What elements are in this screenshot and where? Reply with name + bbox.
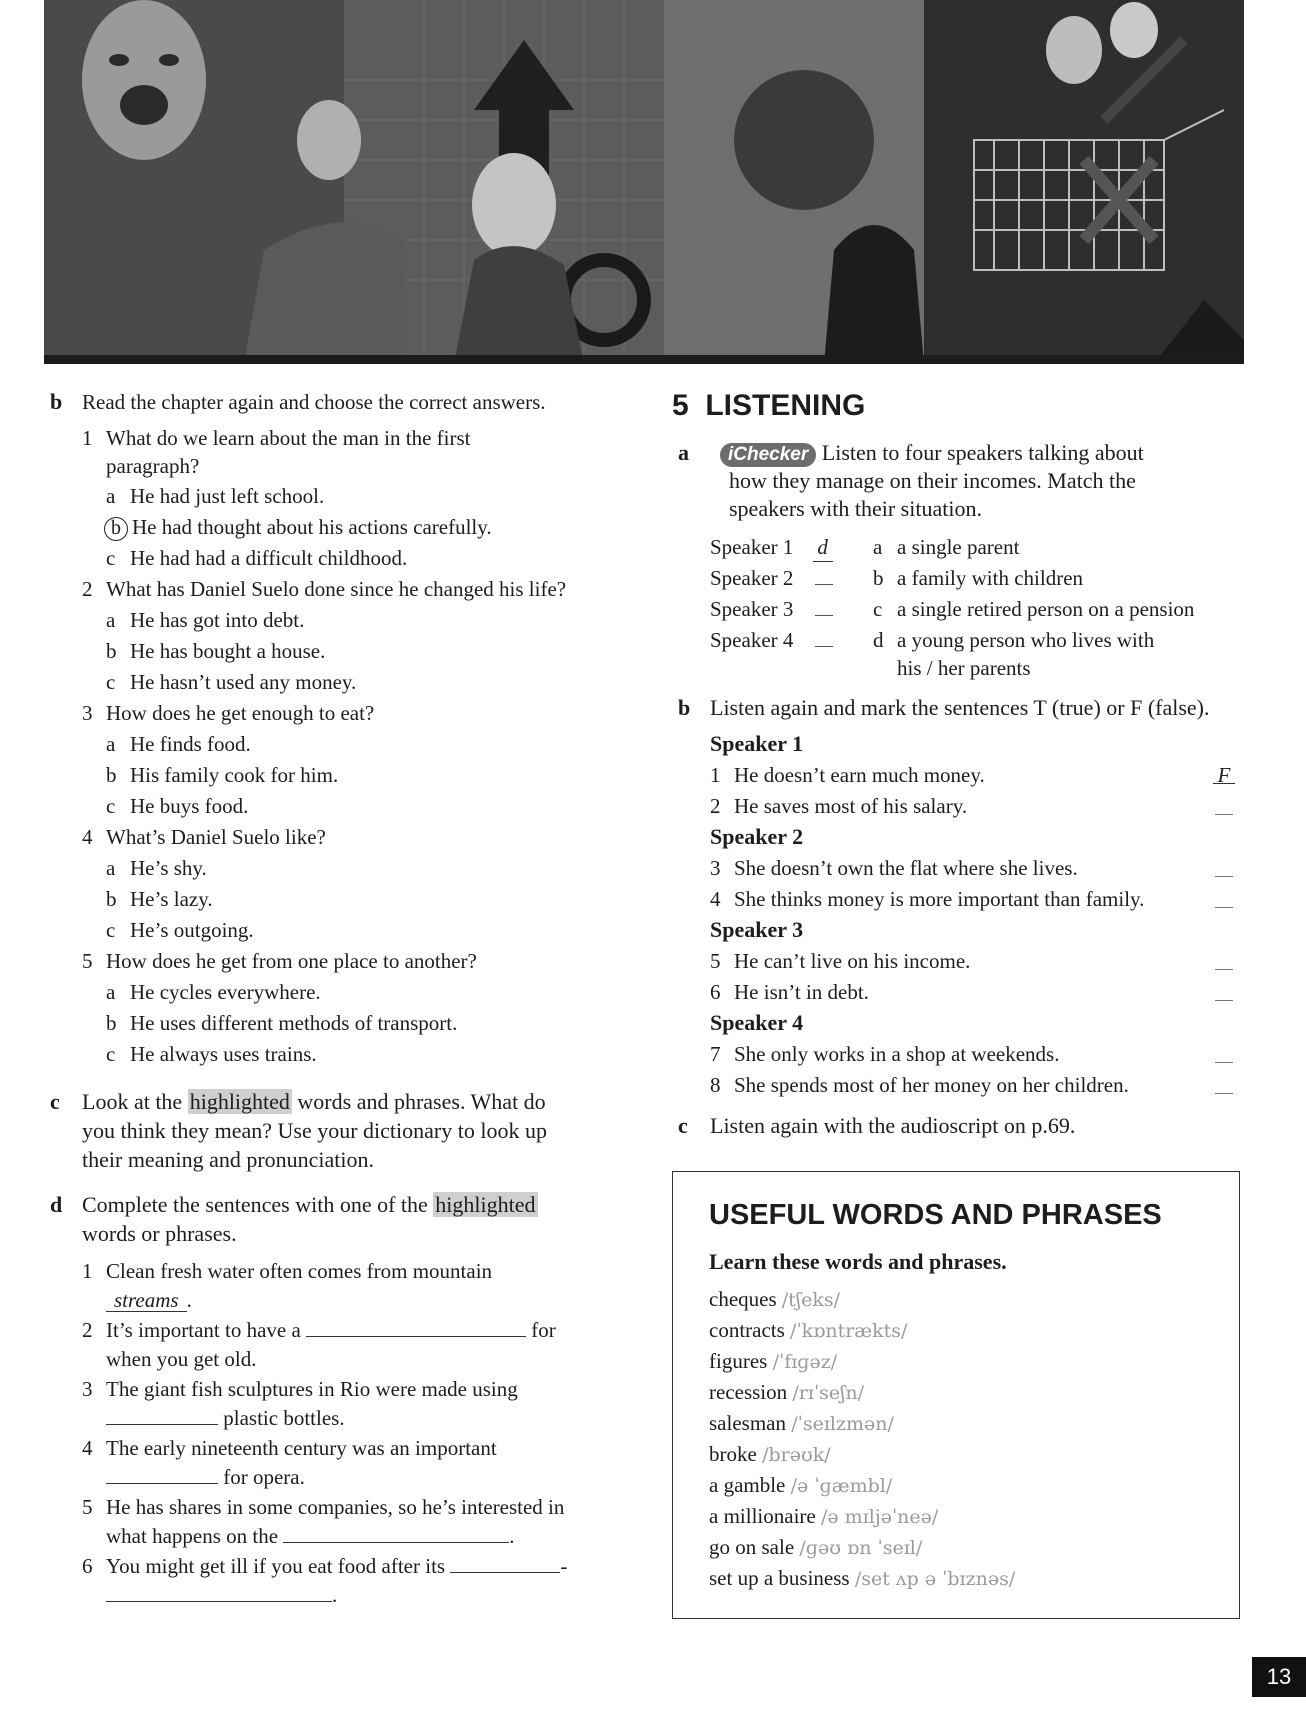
exercise-letter: c <box>50 1089 60 1114</box>
situation: c a single retired person on a pension <box>873 597 1195 621</box>
word-item: set up a business /set ʌp ə ˈbɪznəs/ <box>709 1566 1016 1590</box>
box-subtitle: Learn these words and phrases. <box>709 1249 1007 1274</box>
collage-photo <box>44 0 1244 364</box>
match-input[interactable]: d <box>813 533 833 562</box>
option[interactable]: c He always uses trains. <box>106 1042 317 1066</box>
sentence: 2 It’s important to have a for <box>82 1318 556 1342</box>
tf-item: 8 She spends most of her money on her children. <box>710 1073 1129 1097</box>
tf-input[interactable] <box>1215 1042 1233 1070</box>
option[interactable]: c He buys food. <box>106 794 249 818</box>
answer-input[interactable] <box>283 1522 509 1543</box>
match-input[interactable] <box>815 568 833 585</box>
word-item: contracts /ˈkɒntrækts/ <box>709 1318 908 1342</box>
question: 2 What has Daniel Suelo done since he changed his life? <box>82 577 567 601</box>
pronunciation: /set ʌp ə ˈbɪznəs/ <box>854 1568 1016 1590</box>
section-heading <box>672 388 865 424</box>
exercise-instruction: Read the chapter again and choose the correct answers. <box>82 390 546 414</box>
exercise-letter: b <box>50 389 63 414</box>
situation: d a young person who lives with <box>873 628 1155 652</box>
option[interactable]: a He finds food. <box>106 732 251 756</box>
option[interactable]: c He hasn’t used any money. <box>106 670 357 694</box>
tf-input[interactable] <box>1215 856 1233 884</box>
speaker-row: Speaker 3 <box>710 595 833 623</box>
answer-input[interactable] <box>306 1316 526 1337</box>
pronunciation: /rɪˈseʃn/ <box>792 1382 864 1404</box>
speaker-row: Speaker 1 d <box>710 533 833 562</box>
pronunciation: /ˈseɪlzmən/ <box>791 1413 894 1435</box>
sentence: 6 You might get ill if you eat food after its - <box>82 1554 568 1578</box>
tf-input[interactable] <box>1215 949 1233 977</box>
speaker-row: Speaker 4 <box>710 626 833 654</box>
tf-item: 2 He saves most of his salary. <box>710 794 968 818</box>
answer-input[interactable] <box>450 1552 560 1573</box>
collage-illustration <box>44 0 1244 364</box>
option[interactable]: b His family cook for him. <box>106 763 339 787</box>
section-title: LISTENING <box>705 389 866 422</box>
exercise-letter: d <box>50 1192 63 1217</box>
sentence: 4 The early nineteenth century was an important <box>82 1436 497 1460</box>
page-number: 13 <box>1252 1657 1306 1697</box>
exercise-letter: a <box>678 440 689 465</box>
option[interactable]: b He has bought a house. <box>106 639 326 663</box>
speaker-row: Speaker 2 <box>710 564 833 592</box>
box-title: USEFUL WORDS AND PHRASES <box>709 1199 1162 1231</box>
tf-item: 5 He can’t live on his income. <box>710 949 971 973</box>
pronunciation: /ə mɪljəˈneə/ <box>820 1506 939 1528</box>
option[interactable]: b He uses different methods of transport. <box>106 1011 458 1035</box>
answer-input[interactable]: streams <box>106 1289 187 1312</box>
section-number: 5 <box>672 389 689 422</box>
tf-item: 1 He doesn’t earn much money. <box>710 763 985 787</box>
word-item: a millionaire /ə mɪljəˈneə/ <box>709 1504 939 1528</box>
answer-input[interactable] <box>106 1463 218 1484</box>
exercise-letter: b <box>678 695 691 720</box>
word-item: salesman /ˈseɪlzmən/ <box>709 1411 894 1435</box>
tf-input[interactable] <box>1215 794 1233 822</box>
speaker-heading: Speaker 1 <box>710 731 804 756</box>
option[interactable]: a He cycles everywhere. <box>106 980 321 1004</box>
option[interactable]: c He had had a difficult childhood. <box>106 546 408 570</box>
question: 1 What do we learn about the man in the first <box>82 426 471 450</box>
speaker-heading: Speaker 2 <box>710 824 804 849</box>
sentence: 3 The giant fish sculptures in Rio were made using <box>82 1377 518 1401</box>
question: 3 How does he get enough to eat? <box>82 701 375 725</box>
word-item: recession /rɪˈseʃn/ <box>709 1380 864 1404</box>
sentence: 1 Clean fresh water often comes from mountain <box>82 1259 493 1283</box>
option[interactable]: a He has got into debt. <box>106 608 305 632</box>
tf-item: 6 He isn’t in debt. <box>710 980 869 1004</box>
answer-input[interactable] <box>106 1404 218 1425</box>
highlighted-word: highlighted <box>189 1089 290 1114</box>
option-selected[interactable]: b He had thought about his actions carefully. <box>106 513 492 541</box>
option[interactable]: a He had just left school. <box>106 484 325 508</box>
highlighted-word: highlighted <box>435 1192 536 1217</box>
situation: b a family with children <box>873 566 1084 590</box>
question: 5 How does he get from one place to another? <box>82 949 477 973</box>
speaker-heading: Speaker 3 <box>710 917 804 942</box>
option[interactable]: b He’s lazy. <box>106 887 213 911</box>
answer-circle: b <box>104 517 128 541</box>
word-item: broke /brəʊk/ <box>709 1442 831 1466</box>
useful-words-box <box>672 1171 1240 1619</box>
option[interactable]: a He’s shy. <box>106 856 207 880</box>
word-item: figures /ˈfɪɡəz/ <box>709 1349 838 1373</box>
pronunciation: /ɡəʊ ɒn ˈseɪl/ <box>799 1537 923 1559</box>
pronunciation: /ˈkɒntrækts/ <box>790 1320 908 1342</box>
tf-item: 7 She only works in a shop at weekends. <box>710 1042 1060 1066</box>
option[interactable]: c He’s outgoing. <box>106 918 254 942</box>
sentence: 5 He has shares in some companies, so he’s interested in <box>82 1495 565 1519</box>
pronunciation: /ə ˈɡæmbl/ <box>790 1475 893 1497</box>
tf-input[interactable] <box>1215 980 1233 1008</box>
word-item: a gamble /ə ˈɡæmbl/ <box>709 1473 893 1497</box>
ichecker-badge: iChecker <box>720 443 816 467</box>
tf-item: 3 She doesn’t own the flat where she lives. <box>710 856 1078 880</box>
tf-item: 4 She thinks money is more important than family. <box>710 887 1145 911</box>
match-input[interactable] <box>815 599 833 616</box>
exercise-letter: c <box>678 1113 688 1138</box>
speaker-heading: Speaker 4 <box>710 1010 804 1035</box>
word-item: go on sale /ɡəʊ ɒn ˈseɪl/ <box>709 1535 923 1559</box>
tf-input[interactable] <box>1215 887 1233 915</box>
match-input[interactable] <box>815 630 833 647</box>
word-item: cheques /tʃeks/ <box>709 1287 840 1311</box>
answer-input[interactable] <box>106 1581 332 1602</box>
tf-input[interactable]: F <box>1213 761 1235 789</box>
pronunciation: /brəʊk/ <box>762 1444 831 1466</box>
question: 4 What’s Daniel Suelo like? <box>82 825 326 849</box>
pronunciation: /tʃeks/ <box>781 1289 840 1311</box>
pronunciation: /ˈfɪɡəz/ <box>772 1351 838 1373</box>
situation: a a single parent <box>873 535 1020 559</box>
tf-input[interactable] <box>1215 1073 1233 1101</box>
